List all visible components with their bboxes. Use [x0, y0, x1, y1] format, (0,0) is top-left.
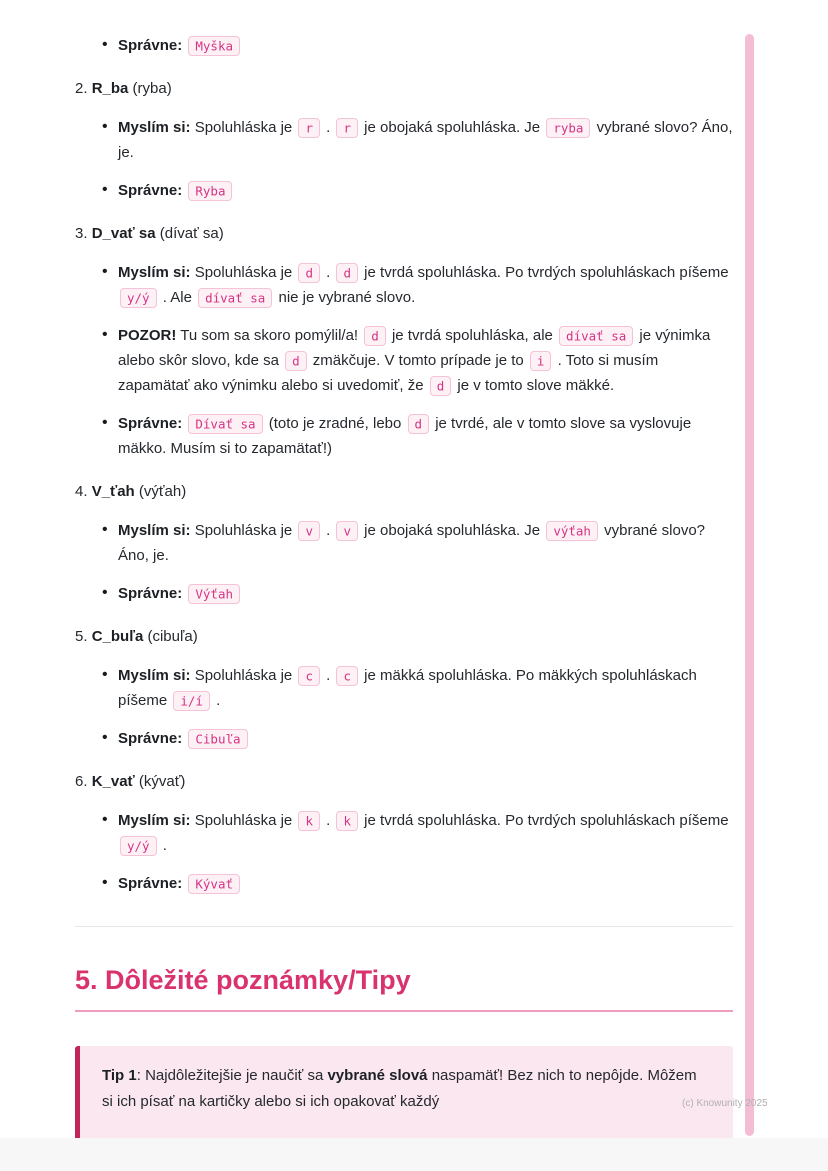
exercise-bullet [102, 726, 733, 751]
bullet-list [75, 115, 733, 203]
exercise-item [75, 76, 733, 203]
code-chip: ryba [546, 118, 590, 138]
code-chip: r [298, 118, 320, 138]
bullet-list [75, 518, 733, 606]
tip-box [75, 1046, 733, 1145]
code-chip: i [530, 351, 552, 371]
exercise-bullet [102, 323, 733, 398]
text-run: vybrané slovo? Áno, je. [118, 522, 706, 564]
exercise-bullet [102, 581, 733, 606]
text-run: je tvrdá spoluhláska. Po tvrdých spoluhláskach píšeme [360, 264, 729, 281]
item-note: (kývať) [134, 773, 186, 790]
code-chip: d [364, 326, 386, 346]
text-run: nie je vybrané slovo. [274, 289, 416, 306]
code-chip: d [430, 376, 452, 396]
text-run: Spoluhláska je [190, 667, 297, 684]
exercise-item-title [75, 479, 733, 504]
text-run: vybrané slovo? Áno, je. [118, 119, 733, 161]
code-chip: k [298, 811, 320, 831]
text-run [182, 182, 186, 199]
text-run: je mäkká spoluhláska. Po mäkkých spoluhláskach píšeme [118, 667, 697, 709]
exercise-item [75, 479, 733, 606]
tip-text-run-1: : Najdôležitejšie je naučiť sa [136, 1067, 328, 1084]
exercise-item [75, 221, 733, 461]
code-chip: výťah [546, 521, 598, 541]
text-run: je tvrdé, ale v tomto slove sa vyslovuje mäkko. Musím si to zapamätať!) [118, 415, 692, 457]
code-chip: c [298, 666, 320, 686]
code-chip: Dívať sa [188, 414, 262, 434]
text-run: Spoluhláska je [190, 119, 297, 136]
text-run: . [158, 837, 167, 854]
text-run: . [321, 667, 335, 684]
exercise-bullet [102, 33, 733, 58]
exercise-bullet [102, 518, 733, 568]
text-run: je obojaká spoluhláska. Je [360, 119, 545, 136]
text-run: zmäkčuje. V tomto prípade je to [308, 352, 528, 369]
code-chip: Cibuľa [188, 729, 247, 749]
code-chip: Myška [188, 36, 240, 56]
exercise-item-title [75, 76, 733, 101]
code-chip: d [298, 263, 320, 283]
code-chip: y/ý [120, 288, 157, 308]
text-run [182, 37, 186, 54]
exercise-bullet [102, 178, 733, 203]
text-run: . [321, 264, 335, 281]
item-number: 3. [75, 225, 92, 242]
section-divider [75, 926, 733, 927]
text-run: je v tomto slove mäkké. [453, 377, 615, 394]
bold-text: Správne: [118, 585, 183, 602]
page-bottom-margin [0, 1138, 828, 1171]
bold-text: Správne: [118, 730, 183, 747]
exercise-item [75, 769, 733, 896]
document-content [75, 33, 733, 1145]
item-term: C_buľa [91, 628, 144, 645]
bold-text: Myslím si: [118, 667, 191, 684]
exercise-item [75, 624, 733, 751]
bullet-list [75, 663, 733, 751]
code-chip: y/ý [120, 836, 157, 856]
text-run: Spoluhláska je [190, 522, 297, 539]
bullet-list [75, 260, 733, 461]
code-chip: v [336, 521, 358, 541]
code-chip: d [285, 351, 307, 371]
bold-text: POZOR! [118, 327, 177, 344]
bold-text: Myslím si: [118, 264, 191, 281]
item-number: 4. [75, 483, 92, 500]
tip-bold-phrase: vybrané slová [327, 1067, 428, 1084]
tip-text [102, 1063, 711, 1115]
code-chip: r [336, 118, 358, 138]
text-run: (toto je zradné, lebo [264, 415, 406, 432]
bold-text: Správne: [118, 415, 183, 432]
item-note: (dívať sa) [155, 225, 224, 242]
bold-text: Myslím si: [118, 812, 191, 829]
item-number: 6. [75, 773, 92, 790]
code-chip: d [336, 263, 358, 283]
text-run [182, 585, 186, 602]
item-note: (cibuľa) [143, 628, 198, 645]
code-chip: v [298, 521, 320, 541]
exercise-item-title [75, 624, 733, 649]
code-chip: dívať sa [198, 288, 272, 308]
item-term: D_vať sa [91, 225, 156, 242]
leading-bullet-list [75, 33, 733, 58]
exercise-bullet [102, 115, 733, 165]
tip-label: Tip 1 [102, 1067, 137, 1084]
bold-text: Správne: [118, 182, 183, 199]
item-term: V_ťah [91, 483, 135, 500]
exercise-item-title [75, 221, 733, 246]
text-run [182, 730, 186, 747]
tip-text-run-2: naspamäť! Bez nich to nepôjde. Môžem si ich písať na kartičky alebo si ich opakovať každý [102, 1067, 697, 1110]
exercise-bullet [102, 871, 733, 896]
bold-text: Správne: [118, 37, 183, 54]
code-chip: Ryba [188, 181, 232, 201]
exercise-bullet [102, 808, 733, 858]
exercise-list [75, 33, 733, 896]
text-run: Spoluhláska je [190, 264, 297, 281]
text-run [182, 875, 186, 892]
text-run: Spoluhláska je [190, 812, 297, 829]
text-run: je výnimka alebo skôr slovo, kde sa [118, 327, 711, 369]
item-note: (ryba) [128, 80, 172, 97]
item-term: R_ba [91, 80, 129, 97]
item-number: 5. [75, 628, 92, 645]
text-run: . Toto si musím zapamätať ako výnimku alebo si uvedomiť, že [118, 352, 659, 394]
text-run: . [321, 522, 335, 539]
bold-text: Myslím si: [118, 119, 191, 136]
page-edge-accent-bar [745, 34, 754, 1136]
item-number: 2. [75, 80, 92, 97]
text-run: . [321, 812, 335, 829]
text-run: . [211, 692, 221, 709]
code-chip: k [336, 811, 358, 831]
text-run: je tvrdá spoluhláska, ale [387, 327, 558, 344]
item-term: K_vať [91, 773, 135, 790]
text-run [182, 415, 186, 432]
bullet-list [75, 808, 733, 896]
exercise-bullet [102, 411, 733, 461]
bold-text: Správne: [118, 875, 183, 892]
text-run: Tu som sa skoro pomýlil/a! [176, 327, 363, 344]
exercise-bullet [102, 260, 733, 310]
code-chip: i/í [173, 691, 210, 711]
code-chip: c [336, 666, 358, 686]
exercise-item-title [75, 769, 733, 794]
exercise-bullet [102, 663, 733, 713]
text-run: je tvrdá spoluhláska. Po tvrdých spoluhláskach píšeme [360, 812, 729, 829]
code-chip: Výťah [188, 584, 240, 604]
text-run: . Ale [158, 289, 197, 306]
text-run: je obojaká spoluhláska. Je [360, 522, 545, 539]
code-chip: Kývať [188, 874, 240, 894]
code-chip: dívať sa [559, 326, 633, 346]
text-run: . [321, 119, 335, 136]
watermark: (c) Knowunity 2025 [682, 1098, 768, 1109]
section-heading: 5. Dôležité poznámky/Tipy [75, 963, 733, 1012]
item-note: (výťah) [134, 483, 187, 500]
code-chip: d [408, 414, 430, 434]
bold-text: Myslím si: [118, 522, 191, 539]
